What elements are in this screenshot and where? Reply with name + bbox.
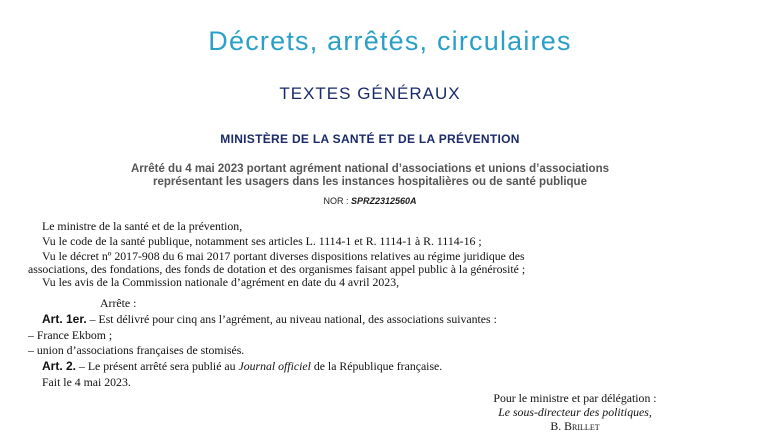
preamble-vu-code: Vu le code de la santé publique, notamment ses articles L. 1114-1 et R. 1114-1 à R. 1114-16 ; (42, 234, 482, 248)
preamble-minister: Le ministre de la santé et de la prévention, (42, 219, 243, 233)
article-2-text-before: – Le présent arrêté sera publié au (76, 359, 239, 373)
list-item: – France Ekbom ; (28, 328, 113, 342)
article-2-label: Art. 2. (42, 359, 77, 373)
article-1-label: Art. 1er. (42, 312, 87, 326)
arrete-title-line-2: représentant les usagers dans les instances hospitalières ou de santé publique (153, 176, 587, 188)
signature-surname: Brillet (564, 419, 600, 433)
article-2-text-after: de la République française. (310, 359, 443, 373)
nor-label: NOR : (323, 196, 351, 206)
signature-name (440, 420, 710, 433)
nor-code: SPRZ2312560A (350, 196, 417, 206)
article-2-journal-officiel: Journal officiel (238, 359, 311, 373)
list-item: – union d’associations françaises de stomisés. (28, 343, 245, 357)
signature-delegation: Pour le ministre et par délégation : (493, 391, 657, 405)
done-date: Fait le 4 mai 2023. (42, 375, 131, 389)
article-2 (42, 360, 442, 373)
nor-reference (0, 196, 740, 206)
signature-initial: B. (550, 419, 565, 433)
preamble-vu-decret (28, 250, 711, 276)
preamble-vu-decret-line-1: Vu le décret nº 2017-908 du 6 mai 2017 portant diverses dispositions relatives au régime juridique des (42, 249, 525, 263)
preamble-vu-decret-line-2: associations, des fondations, des fonds de dotation et des organismes faisant appel public à la générosité ; (28, 262, 526, 276)
signature-role: Le sous-directeur des politiques, (498, 405, 652, 419)
article-1-text: – Est délivré pour cinq ans l’agrément, au niveau national, des associations suivantes : (86, 312, 497, 326)
section-title: TEXTES GÉNÉRAUX (279, 84, 461, 103)
preamble-vu-avis: Vu les avis de la Commission nationale d’agrément en date du 4 avril 2023, (42, 275, 400, 289)
arrete-title-line-1: Arrêté du 4 mai 2023 portant agrément national d’associations et unions d’associations (130, 163, 609, 175)
ministry-name: MINISTÈRE DE LA SANTÉ ET DE LA PRÉVENTION (220, 132, 520, 146)
arrete-title (40, 163, 700, 189)
publication-header-title: Décrets, arrêtés, circulaires (208, 26, 572, 56)
arrete-word: Arrête : (100, 296, 137, 310)
article-1 (42, 313, 497, 326)
